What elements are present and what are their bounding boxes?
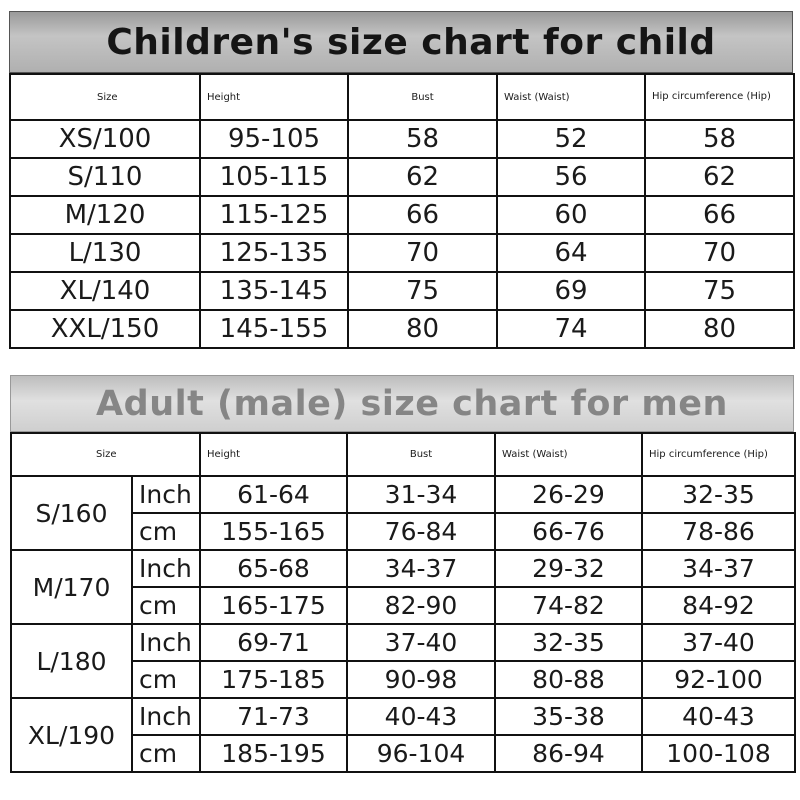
cell-hip: 78-86 <box>642 513 795 550</box>
cell-size: M/170 <box>11 550 132 624</box>
header-hip: Hip circumference (Hip) <box>642 433 795 476</box>
cell-unit: Inch <box>132 624 200 661</box>
cell-bust: 62 <box>348 158 497 196</box>
adult-size-chart <box>10 375 794 773</box>
cell-size: XS/100 <box>10 120 200 158</box>
cell-size: S/110 <box>10 158 200 196</box>
cell-bust: 37-40 <box>347 624 495 661</box>
cell-bust: 34-37 <box>347 550 495 587</box>
cell-hip: 62 <box>645 158 794 196</box>
cell-bust: 40-43 <box>347 698 495 735</box>
cell-unit: cm <box>132 735 200 772</box>
cell-waist: 60 <box>497 196 645 234</box>
cell-height: 125-135 <box>200 234 348 272</box>
table-header-row <box>11 433 795 476</box>
adult-chart-title-bar <box>10 375 794 432</box>
cell-bust: 75 <box>348 272 497 310</box>
cell-waist: 69 <box>497 272 645 310</box>
cell-height: 105-115 <box>200 158 348 196</box>
children-chart-title: Children's size chart for child <box>106 21 716 63</box>
table-row <box>10 310 794 348</box>
table-row <box>11 698 795 735</box>
cell-unit: cm <box>132 513 200 550</box>
cell-height: 115-125 <box>200 196 348 234</box>
cell-bust: 82-90 <box>347 587 495 624</box>
cell-waist: 35-38 <box>495 698 642 735</box>
cell-waist: 32-35 <box>495 624 642 661</box>
cell-bust: 76-84 <box>347 513 495 550</box>
header-size: Size <box>10 74 200 120</box>
cell-unit: cm <box>132 661 200 698</box>
cell-waist: 66-76 <box>495 513 642 550</box>
cell-hip: 37-40 <box>642 624 795 661</box>
cell-height: 69-71 <box>200 624 347 661</box>
cell-waist: 52 <box>497 120 645 158</box>
header-height: Height <box>200 74 348 120</box>
cell-height: 65-68 <box>200 550 347 587</box>
cell-waist: 74 <box>497 310 645 348</box>
cell-size: L/130 <box>10 234 200 272</box>
cell-hip: 32-35 <box>642 476 795 513</box>
cell-height: 95-105 <box>200 120 348 158</box>
table-row <box>10 272 794 310</box>
cell-height: 165-175 <box>200 587 347 624</box>
cell-size: L/180 <box>11 624 132 698</box>
cell-unit: Inch <box>132 550 200 587</box>
cell-hip: 75 <box>645 272 794 310</box>
cell-waist: 26-29 <box>495 476 642 513</box>
cell-bust: 96-104 <box>347 735 495 772</box>
cell-height: 145-155 <box>200 310 348 348</box>
cell-size: XL/190 <box>11 698 132 772</box>
cell-height: 185-195 <box>200 735 347 772</box>
cell-waist: 29-32 <box>495 550 642 587</box>
cell-bust: 80 <box>348 310 497 348</box>
cell-unit: cm <box>132 587 200 624</box>
adult-chart-title: Adult (male) size chart for men <box>96 383 728 424</box>
cell-unit: Inch <box>132 698 200 735</box>
adult-size-table <box>10 432 796 773</box>
cell-height: 135-145 <box>200 272 348 310</box>
header-waist: Waist (Waist) <box>495 433 642 476</box>
header-size: Size <box>11 433 200 476</box>
cell-hip: 34-37 <box>642 550 795 587</box>
cell-unit: Inch <box>132 476 200 513</box>
cell-hip: 66 <box>645 196 794 234</box>
cell-bust: 90-98 <box>347 661 495 698</box>
cell-bust: 31-34 <box>347 476 495 513</box>
cell-height: 61-64 <box>200 476 347 513</box>
cell-height: 155-165 <box>200 513 347 550</box>
header-height: Height <box>200 433 347 476</box>
cell-height: 71-73 <box>200 698 347 735</box>
cell-waist: 80-88 <box>495 661 642 698</box>
table-header-row <box>10 74 794 120</box>
cell-bust: 70 <box>348 234 497 272</box>
cell-waist: 64 <box>497 234 645 272</box>
cell-waist: 86-94 <box>495 735 642 772</box>
table-row <box>10 196 794 234</box>
cell-hip: 80 <box>645 310 794 348</box>
table-row <box>10 158 794 196</box>
table-row <box>11 624 795 661</box>
cell-size: S/160 <box>11 476 132 550</box>
table-row <box>11 550 795 587</box>
cell-hip: 58 <box>645 120 794 158</box>
cell-hip: 100-108 <box>642 735 795 772</box>
cell-size: XL/140 <box>10 272 200 310</box>
cell-bust: 58 <box>348 120 497 158</box>
cell-size: XXL/150 <box>10 310 200 348</box>
header-hip: Hip circumference (Hip) <box>645 74 794 120</box>
cell-height: 175-185 <box>200 661 347 698</box>
children-size-chart <box>9 11 793 349</box>
cell-size: M/120 <box>10 196 200 234</box>
table-row <box>11 476 795 513</box>
cell-hip: 84-92 <box>642 587 795 624</box>
cell-hip: 70 <box>645 234 794 272</box>
cell-hip: 40-43 <box>642 698 795 735</box>
header-bust: Bust <box>347 433 495 476</box>
header-waist: Waist (Waist) <box>497 74 645 120</box>
table-row <box>10 234 794 272</box>
cell-hip: 92-100 <box>642 661 795 698</box>
children-size-table <box>9 73 795 349</box>
table-row <box>10 120 794 158</box>
cell-bust: 66 <box>348 196 497 234</box>
cell-waist: 74-82 <box>495 587 642 624</box>
children-chart-title-bar <box>9 11 793 73</box>
header-bust: Bust <box>348 74 497 120</box>
cell-waist: 56 <box>497 158 645 196</box>
